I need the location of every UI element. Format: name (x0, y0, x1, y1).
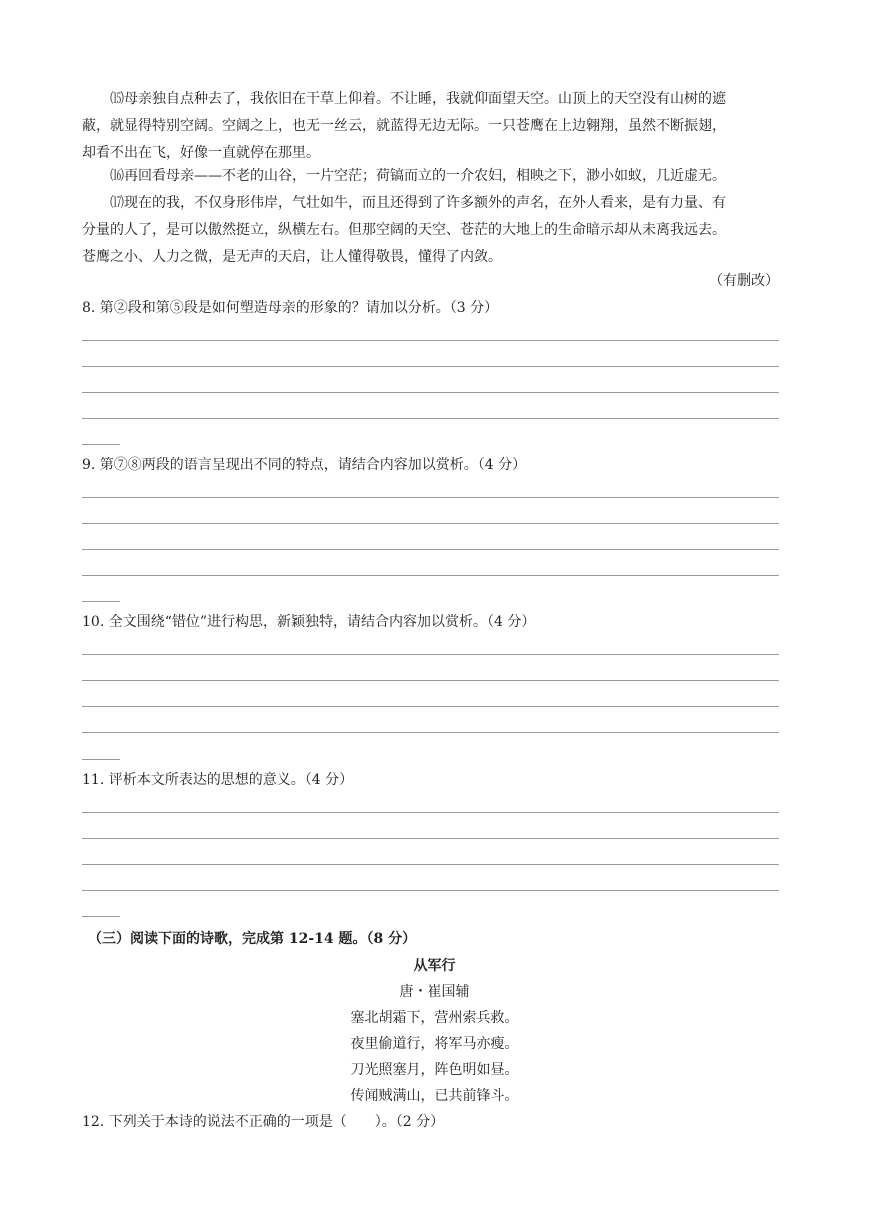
paragraph-line: ⒂母亲独自点种去了，我依旧在干草上仰着。不让睡，我就仰面望天空。山顶上的天空没有山树的遮 (110, 91, 726, 107)
paragraph-line: 蔽，就显得特别空阔。空阔之上，也无一丝云，就蓝得无边无际。一只苍鹰在上边翱翔，虽然不断振翅， (82, 118, 726, 134)
paragraph-17 (82, 190, 782, 271)
section-heading: （三）阅读下面的诗歌，完成第 12-14 题。（8 分） (88, 931, 417, 947)
source-note: （有删改） (709, 273, 779, 289)
poem-line: 塞北胡霜下，营州索兵救。 (350, 1010, 519, 1026)
answer-line[interactable] (82, 732, 779, 733)
answer-line[interactable] (82, 838, 779, 839)
answer-line-end[interactable] (82, 444, 120, 445)
question-8: 8. 第②段和第⑤段是如何塑造母亲的形象的？请加以分析。（3 分） (82, 300, 499, 316)
paragraph-16 (82, 163, 782, 190)
paragraph-line: ⒃再回看母亲——不老的山谷，一片空茫；荷镐而立的一介农妇，相映之下，渺小如蚁，几近虚无。 (110, 168, 726, 184)
answer-line[interactable] (82, 654, 779, 655)
answer-line[interactable] (82, 366, 779, 367)
question-12: 12. 下列关于本诗的说法不正确的一项是（ ）。（2 分） (82, 1114, 445, 1130)
answer-line-end[interactable] (82, 916, 120, 917)
paragraph-line: 却看不出在飞，好像一直就停在那里。 (82, 145, 320, 161)
answer-line[interactable] (82, 680, 779, 681)
poem-line: 传闻贼满山，已共前锋斗。 (350, 1088, 519, 1104)
answer-line[interactable] (82, 706, 779, 707)
answer-line[interactable] (82, 497, 779, 498)
poem-title: 从军行 (413, 958, 456, 974)
answer-line[interactable] (82, 340, 779, 341)
answer-line-end[interactable] (82, 759, 120, 760)
answer-line[interactable] (82, 392, 779, 393)
paragraph-15 (82, 86, 782, 167)
answer-line[interactable] (82, 523, 779, 524)
question-9: 9. 第⑦⑧两段的语言呈现出不同的特点，请结合内容加以赏析。（4 分） (82, 457, 527, 473)
answer-line[interactable] (82, 418, 779, 419)
answer-line[interactable] (82, 575, 779, 576)
paragraph-line: 苍鹰之小、人力之微，是无声的天启，让人懂得敬畏，懂得了内敛。 (82, 249, 502, 265)
answer-line[interactable] (82, 549, 779, 550)
question-11: 11. 评析本文所表达的思想的意义。（4 分） (82, 772, 354, 788)
poem-author: 唐・崔国辅 (399, 984, 470, 1000)
poem-line: 刀光照塞月，阵色明如昼。 (350, 1062, 519, 1078)
question-10: 10. 全文围绕“错位”进行构思，新颖独特，请结合内容加以赏析。（4 分） (82, 614, 536, 630)
answer-line[interactable] (82, 812, 779, 813)
paragraph-line: ⒄现在的我，不仅身形伟岸，气壮如牛，而且还得到了许多额外的声名，在外人看来，是有力量、有 (110, 195, 726, 211)
answer-line[interactable] (82, 890, 779, 891)
answer-line-end[interactable] (82, 601, 120, 602)
paragraph-line: 分量的人了，是可以傲然挺立，纵横左右。但那空阔的天空、苍茫的大地上的生命暗示却从未离我远去。 (82, 222, 726, 238)
poem-line: 夜里偷道行，将军马亦瘦。 (350, 1036, 519, 1052)
answer-line[interactable] (82, 864, 779, 865)
